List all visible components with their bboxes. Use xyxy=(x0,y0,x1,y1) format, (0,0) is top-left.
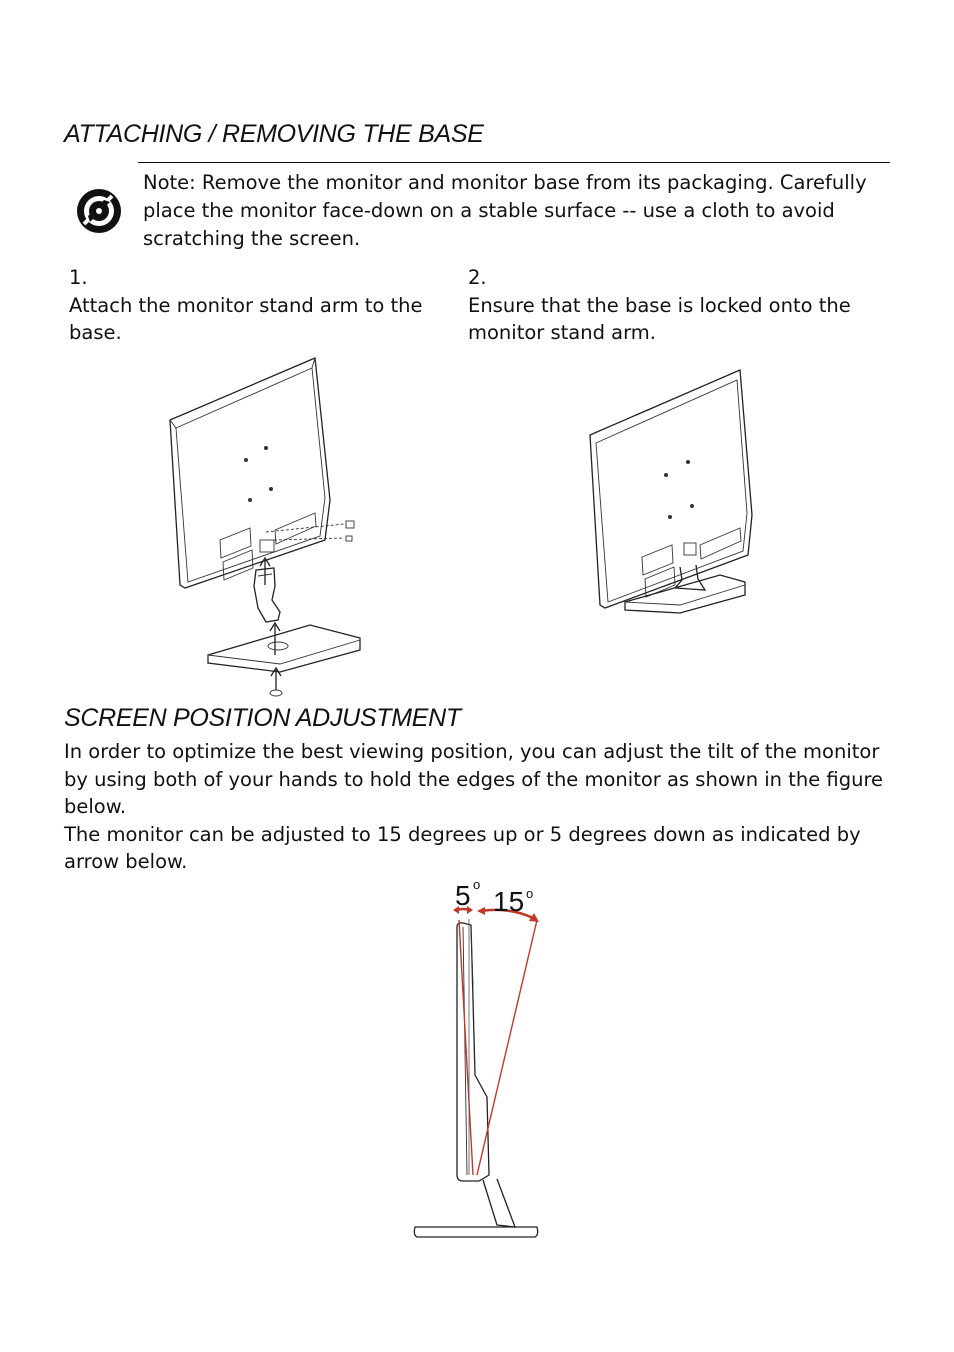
section-title-screen-position: SCREEN POSITION ADJUSTMENT xyxy=(64,704,461,732)
tilt-up-label: 15 xyxy=(493,886,525,917)
degree-symbol: o xyxy=(473,877,481,892)
step-text: Attach the monitor stand arm to the base. xyxy=(69,293,423,344)
paragraph-2: The monitor can be adjusted to 15 degrees up or 5 degrees down as indicated by arrow below. xyxy=(64,822,861,873)
step-number: 2. xyxy=(468,266,487,289)
paragraph-1: In order to optimize the best viewing position, you can adjust the tilt of the monitor by using both of your hands to hold the edges of the monitor as shown in the figure below. xyxy=(64,740,884,818)
note-icon xyxy=(74,186,124,236)
step-number: 1. xyxy=(69,266,88,289)
adjustment-description xyxy=(64,738,894,876)
step-2 xyxy=(468,264,888,347)
step-text: Ensure that the base is locked onto the monitor stand arm. xyxy=(468,293,851,344)
section-title-attaching-base: ATTACHING / REMOVING THE BASE xyxy=(64,120,484,148)
tilt-down-label: 5 xyxy=(455,880,471,911)
tilt-angle-diagram xyxy=(405,875,555,1245)
note-text: Note: Remove the monitor and monitor base from its packaging. Carefully place the monitor face-down on a stable surface -- use a cloth to avoid scratching the screen. xyxy=(143,171,867,250)
step-1 xyxy=(69,264,459,347)
assembled-monitor-illustration xyxy=(580,365,760,615)
degree-symbol: o xyxy=(526,886,534,901)
title-divider xyxy=(138,162,890,163)
attach-stand-illustration xyxy=(160,350,380,700)
